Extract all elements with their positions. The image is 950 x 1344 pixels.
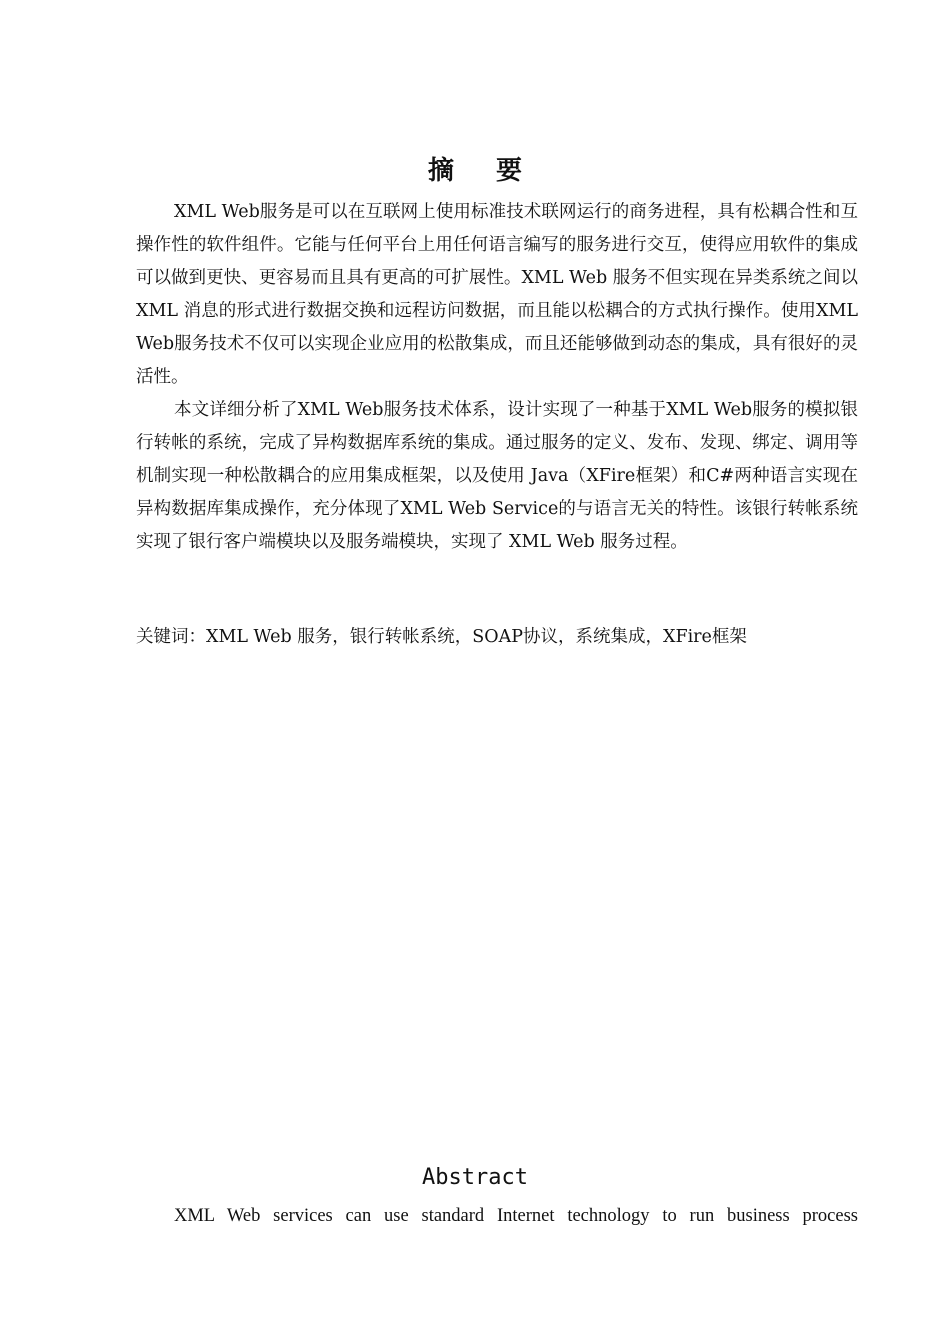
chinese-abstract-body [136, 196, 858, 559]
english-abstract-title: Abstract [422, 1165, 528, 1190]
keywords-line: 关键词：XML Web 服务，银行转帐系统，SOAP协议，系统集成，XFire框架 [136, 627, 747, 647]
chinese-abstract-paragraph-2: 本文详细分析了XML Web服务技术体系，设计实现了一种基于XML Web服务的模拟银行转帐的系统，完成了异构数据库系统的集成。通过服务的定义、发布、发现、绑定、调用等机制实现一种松散耦合的应用集成框架，以及使用 Java（XFire框架）和C#两种语言实现在异构数据库集成操作，充分体现了XML Web Service的与语言无关的特性。该银行转帐系统实现了银行客户端模块以及服务端模块，实现了 XML Web 服务过程。 [136, 400, 858, 552]
chinese-abstract-paragraph-1: XML Web服务是可以在互联网上使用标准技术联网运行的商务进程，具有松耦合性和互操作性的软件组件。它能与任何平台上用任何语言编写的服务进行交互，使得应用软件的集成可以做到更快、更容易而且具有更高的可扩展性。XML Web 服务不但实现在异类系统之间以 XML 消息的形式进行数据交换和远程访问数据，而且能以松耦合的方式执行操作。使用XML Web服务技术不仅可以实现企业应用的松散集成，而且还能够做到动态的集成，具有很好的灵活性。 [136, 202, 858, 387]
english-abstract-first-line: XML Web services can use standard Internet technology to run business process [174, 1206, 858, 1226]
chinese-abstract-title: 摘要 [427, 156, 564, 186]
